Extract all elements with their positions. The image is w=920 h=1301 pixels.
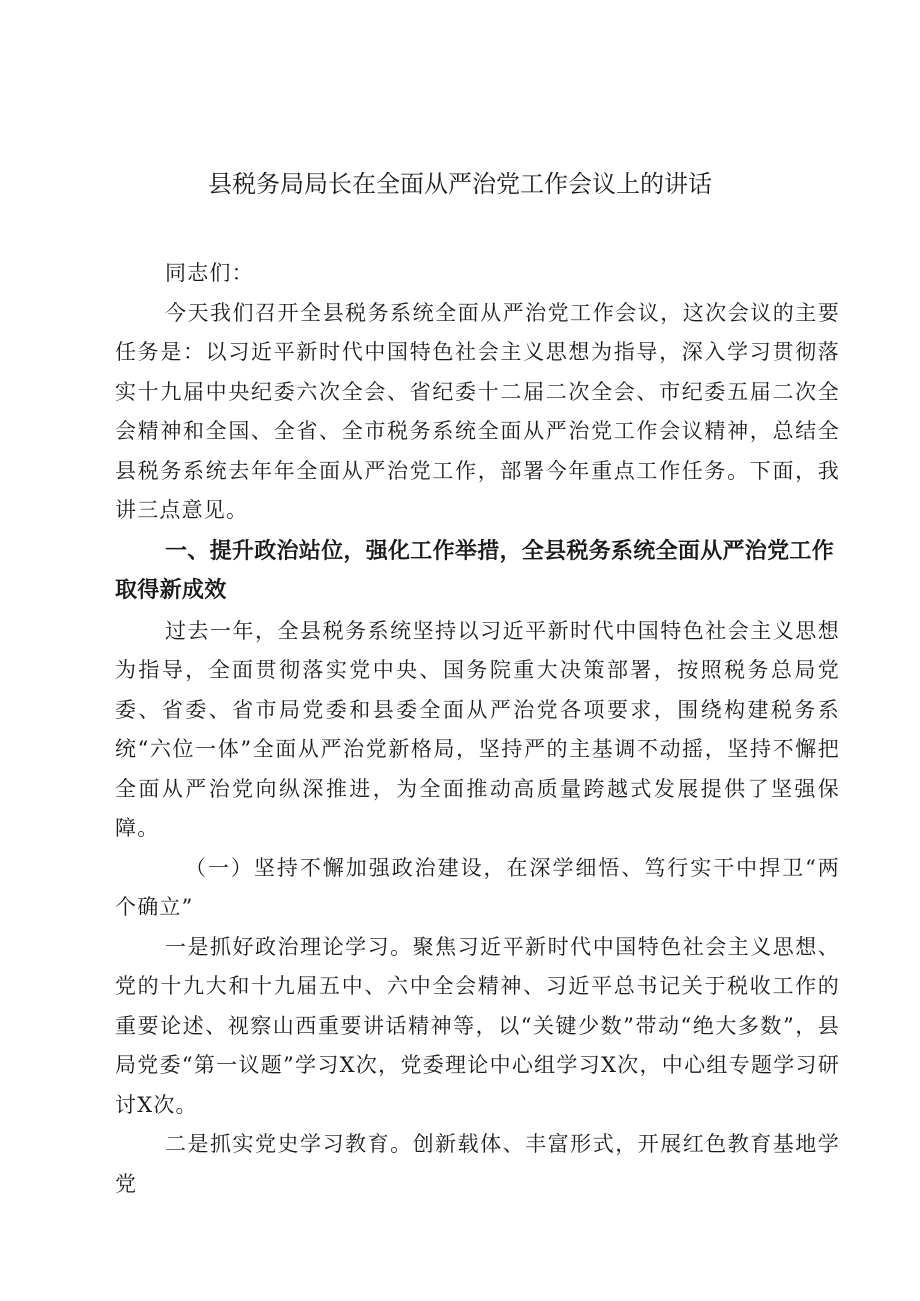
point-1-paragraph: 一是抓好政治理论学习。聚焦习近平新时代中国特色社会主义思想、党的十九大和十九届五中、六中全会精神、习近平总书记关于税收工作的重要论述、视察山西重要讲话精神等，以“关键少数”带动“绝大多数”，县局党委“第一议题”学习X次，党委理论中心组学习X次，中心组专题学习研讨X次。 — [115, 934, 840, 1117]
section-1-paragraph: 过去一年，全县税务系统坚持以习近平新时代中国特色社会主义思想为指导，全面贯彻落实党中央、国务院重大决策部署，按照税务总局党委、省委、省市局党委和县委全面从严治党各项要求，围绕构建税务系统“六位一体”全面从严治党新格局，坚持严的主基调不动摇，坚持不懈把全面从严治党向纵深推进，为全面推动高质量跨越式发展提供了坚强保障。 — [115, 618, 840, 840]
document-title: 县税务局局长在全面从严治党工作会议上的讲话 — [208, 170, 712, 198]
intro-paragraph: 今天我们召开全县税务系统全面从严治党工作会议，这次会议的主要任务是：以习近平新时代中国特色社会主义思想为指导，深入学习贯彻落实十九届中央纪委六次全会、省纪委十二届二次全会、市纪委五届二次全会精神和全国、全省、全市税务系统全面从严治党工作会议精神，总结全县税务系统去年年全面从严治党工作，部署今年重点工作任务。下面，我讲三点意见。 — [115, 300, 840, 522]
subsection-heading-1: （一）坚持不懈加强政治建设，在深学细悟、笃行实干中捍卫“两个确立” — [115, 855, 840, 919]
point-2-paragraph: 二是抓实党史学习教育。创新载体、丰富形式，开展红色教育基地学党 — [115, 1132, 840, 1196]
section-heading-1: 一、提升政治站位，强化工作举措，全县税务系统全面从严治党工作取得新成效 — [115, 538, 835, 603]
document-body — [115, 254, 840, 1204]
salutation: 同志们： — [165, 261, 254, 285]
